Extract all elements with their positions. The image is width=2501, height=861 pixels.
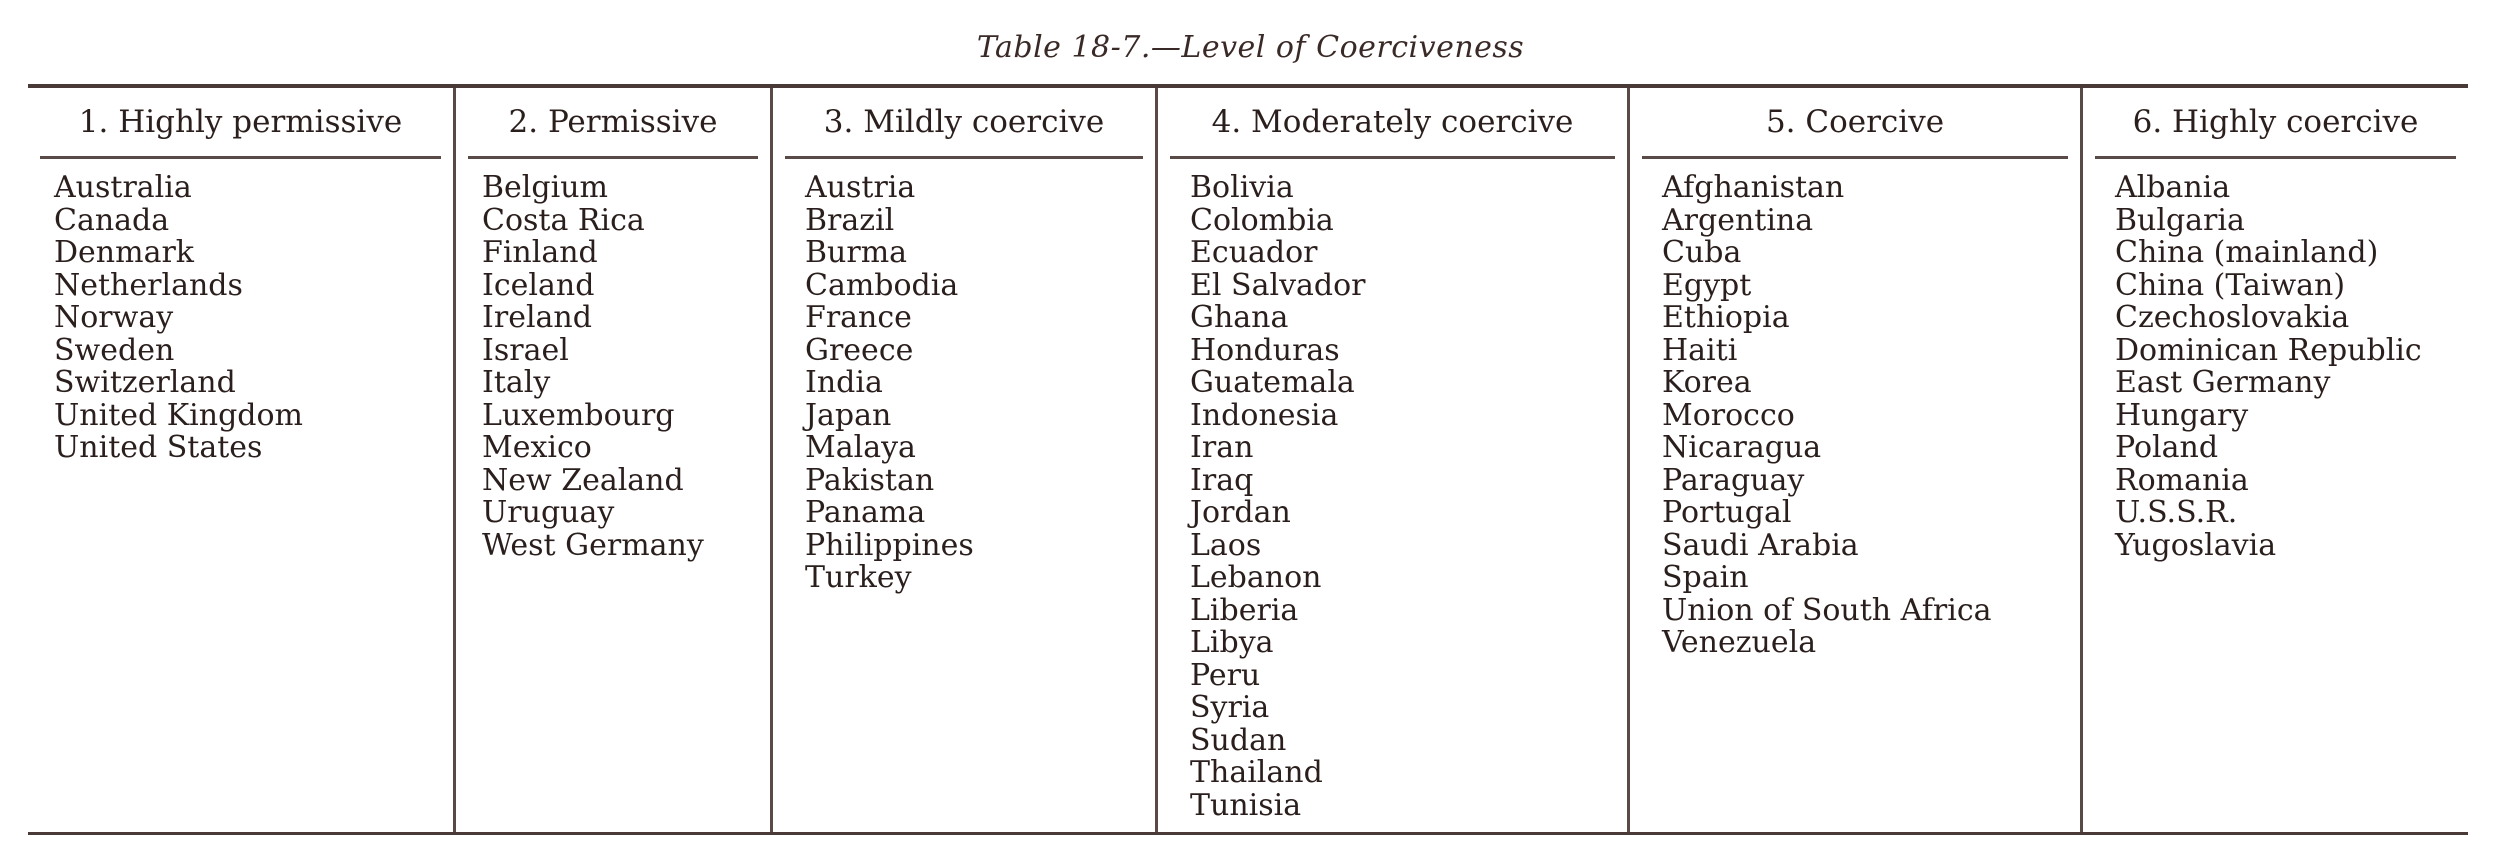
country-name: Costa Rica: [482, 202, 645, 238]
country-name: Czechoslovakia: [2115, 300, 2350, 335]
country-name: Ireland: [482, 300, 592, 335]
country-name: West Germany: [482, 527, 704, 563]
country-name: Morocco: [1662, 397, 1795, 433]
country-name: Yugoslavia: [2115, 527, 2277, 563]
country-name: Burma: [805, 235, 908, 270]
header-rule: [40, 156, 441, 159]
country-name: Denmark: [54, 235, 194, 270]
country-name: Colombia: [1190, 202, 1334, 238]
country-name: Saudi Arabia: [1662, 527, 1859, 563]
country-name: Sweden: [54, 332, 175, 368]
country-name: Guatemala: [1190, 365, 1355, 400]
country-name: Norway: [54, 300, 174, 335]
country-name: Malaya: [805, 430, 916, 465]
country-name: Ethiopia: [1662, 300, 1790, 335]
country-name: India: [805, 365, 883, 400]
country-name: Nicaragua: [1662, 430, 1822, 465]
country-name: Ecuador: [1190, 235, 1318, 270]
country-name: Pakistan: [805, 462, 935, 498]
country-list: [1158, 172, 1627, 822]
column-header: 2. Permissive: [508, 104, 718, 140]
country-name: Ghana: [1190, 300, 1289, 335]
coerciveness-table: [28, 84, 2468, 835]
country-name: Paraguay: [1662, 462, 1805, 498]
country-list: [28, 172, 453, 465]
header-rule: [1170, 156, 1615, 159]
country-name: Haiti: [1662, 332, 1738, 368]
column-mildly-coercive: [773, 88, 1158, 832]
header-rule: [785, 156, 1143, 159]
country-name: Indonesia: [1190, 397, 1339, 433]
country-name: Libya: [1190, 625, 1274, 660]
country-name: Japan: [805, 397, 892, 433]
country-name: Syria: [1190, 690, 1270, 725]
country-name: Honduras: [1190, 332, 1340, 368]
country-name: East Germany: [2115, 365, 2331, 400]
country-name: Portugal: [1662, 495, 1792, 530]
country-name: Romania: [2115, 462, 2249, 498]
country-name: El Salvador: [1190, 267, 1366, 303]
header-rule: [1642, 156, 2068, 159]
country-name: Philippines: [805, 527, 974, 563]
country-name: United States: [54, 430, 263, 465]
country-name: U.S.S.R.: [2115, 495, 2238, 530]
country-name: Dominican Republic: [2115, 332, 2422, 368]
header-rule: [2095, 156, 2456, 159]
country-list: [456, 172, 770, 562]
country-name: United Kingdom: [54, 397, 303, 433]
country-name: Bulgaria: [2115, 202, 2245, 238]
country-name: Australia: [54, 170, 192, 205]
country-name: Thailand: [1190, 755, 1323, 790]
country-name: New Zealand: [482, 462, 684, 498]
country-name: Union of South Africa: [1662, 592, 1992, 628]
country-list: [1630, 172, 2080, 660]
column-header: 5. Coercive: [1765, 104, 1945, 140]
table-caption: Table 18-7.—Level of Coerciveness: [976, 30, 1525, 65]
country-list: [2083, 172, 2468, 562]
country-name: Tunisia: [1190, 787, 1302, 823]
country-name: Austria: [805, 170, 916, 205]
country-name: Finland: [482, 235, 598, 270]
country-name: Canada: [54, 202, 170, 238]
country-name: Argentina: [1662, 202, 1814, 238]
country-name: Netherlands: [54, 267, 243, 303]
country-name: Uruguay: [482, 495, 615, 530]
country-name: Poland: [2115, 430, 2219, 465]
country-name: Iraq: [1190, 462, 1254, 498]
country-name: Hungary: [2115, 397, 2249, 433]
country-name: Afghanistan: [1662, 170, 1845, 205]
country-name: France: [805, 300, 912, 335]
column-coercive: [1630, 88, 2083, 832]
country-name: Venezuela: [1662, 625, 1817, 660]
country-name: Turkey: [805, 560, 912, 595]
country-name: Israel: [482, 332, 569, 368]
column-permissive: [456, 88, 773, 832]
column-moderately-coercive: [1158, 88, 1630, 832]
header-rule: [468, 156, 758, 159]
country-name: Switzerland: [54, 365, 236, 400]
country-name: Panama: [805, 495, 926, 530]
column-header: 6. Highly coercive: [2132, 104, 2419, 140]
column-header: 1. Highly permissive: [78, 104, 403, 140]
column-header: 4. Moderately coercive: [1211, 104, 1574, 140]
country-name: Mexico: [482, 430, 592, 465]
country-name: Greece: [805, 332, 914, 368]
country-name: Iceland: [482, 267, 595, 303]
country-name: Albania: [2115, 170, 2231, 205]
country-list: [773, 172, 1155, 595]
country-name: Iran: [1190, 430, 1254, 465]
country-name: Spain: [1662, 560, 1749, 595]
country-name: Korea: [1662, 365, 1752, 400]
country-name: Luxembourg: [482, 397, 675, 433]
country-name: Cuba: [1662, 235, 1742, 270]
country-name: Lebanon: [1190, 560, 1322, 595]
country-name: Bolivia: [1190, 170, 1294, 205]
country-name: Liberia: [1190, 592, 1299, 628]
country-name: China (mainland): [2115, 235, 2379, 270]
country-name: Italy: [482, 365, 551, 400]
country-name: Peru: [1190, 657, 1261, 693]
column-highly-coercive: [2083, 88, 2468, 832]
country-name: Egypt: [1662, 267, 1752, 303]
country-name: Laos: [1190, 527, 1262, 563]
country-name: Brazil: [805, 202, 895, 238]
column-highly-permissive: [28, 88, 456, 832]
country-name: Jordan: [1190, 495, 1291, 530]
country-name: China (Taiwan): [2115, 267, 2346, 303]
country-name: Sudan: [1190, 722, 1287, 758]
country-name: Cambodia: [805, 267, 959, 303]
column-header: 3. Mildly coercive: [823, 104, 1105, 140]
country-name: Belgium: [482, 170, 608, 205]
